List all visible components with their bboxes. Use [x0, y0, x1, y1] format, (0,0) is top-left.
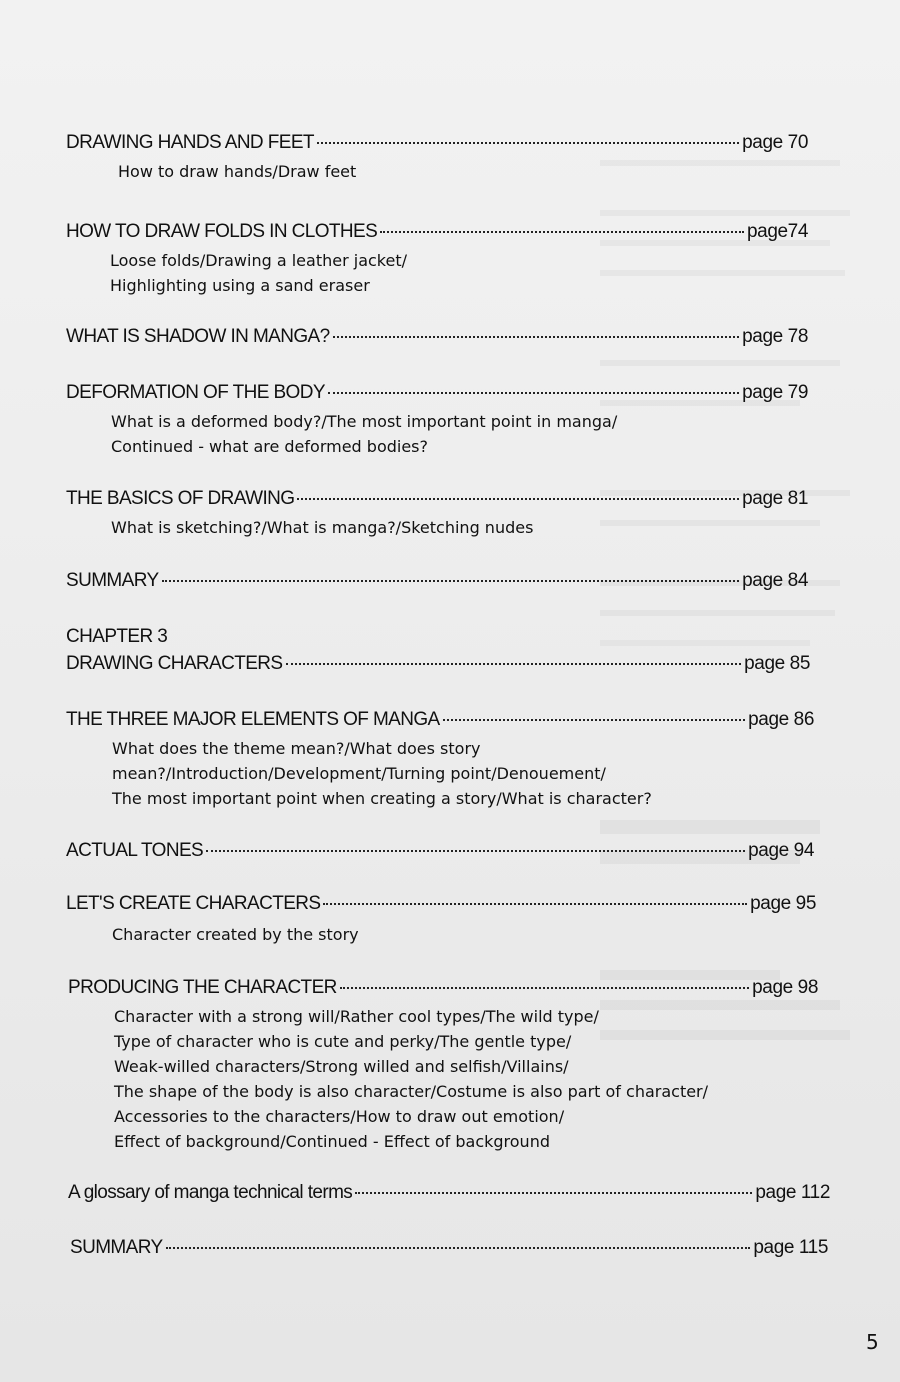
subtopic-line: Effect of background/Continued - Effect of background	[114, 1132, 550, 1151]
entry-page: page 112	[755, 1182, 830, 1203]
entry-subtopics	[112, 736, 652, 811]
entry-title: PRODUCING THE CHARACTER	[68, 977, 337, 998]
dot-leader	[286, 663, 742, 665]
dot-leader	[162, 580, 740, 582]
subtopic-line: How to draw hands/Draw feet	[118, 162, 357, 181]
subtopic-line: Character created by the story	[112, 925, 359, 944]
entry-subtopics	[111, 409, 617, 459]
subtopic-line: Accessories to the characters/How to draw out emotion/	[114, 1107, 565, 1126]
toc-entry[interactable]	[66, 653, 810, 675]
entry-page: page 98	[752, 977, 818, 998]
entry-page: page 85	[744, 653, 810, 674]
toc-entry[interactable]	[70, 1237, 828, 1259]
entry-subtopics	[118, 159, 356, 184]
dot-leader	[443, 719, 745, 721]
dot-leader	[317, 142, 739, 144]
chapter-heading: CHAPTER 3	[66, 626, 168, 647]
entry-page: page 84	[742, 570, 808, 591]
entry-title: A glossary of manga technical terms	[68, 1182, 353, 1203]
page-number: 5	[866, 1330, 879, 1354]
entry-subtopics	[110, 248, 407, 298]
entry-title: THE BASICS OF DRAWING	[66, 488, 295, 509]
entry-page: page 95	[750, 893, 816, 914]
entry-title: LET'S CREATE CHARACTERS	[66, 893, 321, 914]
entry-page: page74	[746, 221, 808, 242]
entry-page: page 81	[742, 488, 808, 509]
entry-page: page 86	[748, 709, 814, 730]
entry-title: HOW TO DRAW FOLDS IN CLOTHES	[66, 221, 378, 242]
subtopic-line: What is sketching?/What is manga?/Sketching nudes	[111, 518, 534, 537]
entry-subtopics	[112, 922, 359, 947]
entry-title: SUMMARY	[70, 1237, 163, 1258]
dot-leader	[323, 903, 747, 905]
dot-leader	[355, 1192, 752, 1194]
toc-entry[interactable]	[66, 221, 808, 243]
toc-entry[interactable]	[66, 709, 814, 731]
entry-page: page 115	[753, 1237, 828, 1258]
subtopic-line: Type of character who is cute and perky/The gentle type/	[114, 1032, 572, 1051]
subtopic-line: Loose folds/Drawing a leather jacket/	[110, 251, 407, 270]
toc-entry[interactable]	[66, 570, 808, 592]
entry-page: page 78	[742, 326, 808, 347]
subtopic-line: The shape of the body is also character/Costume is also part of character/	[114, 1082, 709, 1101]
dot-leader	[333, 336, 740, 338]
toc-entry[interactable]	[68, 1182, 830, 1204]
entry-title: ACTUAL TONES	[66, 840, 204, 861]
toc-entry[interactable]	[66, 382, 808, 404]
entry-subtopics	[111, 515, 533, 540]
subtopic-line: Character with a strong will/Rather cool types/The wild type/	[114, 1007, 599, 1026]
subtopic-line: What is a deformed body?/The most important point in manga/	[111, 412, 618, 431]
toc-entry[interactable]	[66, 326, 808, 348]
subtopic-line: Highlighting using a sand eraser	[110, 276, 370, 295]
entry-title: DRAWING CHARACTERS	[66, 653, 283, 674]
entry-title: WHAT IS SHADOW IN MANGA?	[66, 326, 330, 347]
entry-page: page 79	[742, 382, 808, 403]
toc-entry[interactable]	[66, 488, 808, 510]
dot-leader	[206, 850, 745, 852]
subtopic-line: Continued - what are deformed bodies?	[111, 437, 429, 456]
toc-entry[interactable]	[66, 840, 814, 862]
dot-leader	[380, 231, 744, 233]
subtopic-line: The most important point when creating a story/What is character?	[112, 789, 652, 808]
toc-entry[interactable]	[66, 132, 808, 154]
entry-title: SUMMARY	[66, 570, 159, 591]
entry-page: page 70	[742, 132, 808, 153]
entry-title: DRAWING HANDS AND FEET	[66, 132, 314, 153]
entry-title: THE THREE MAJOR ELEMENTS OF MANGA	[66, 709, 440, 730]
entry-title: DEFORMATION OF THE BODY	[66, 382, 325, 403]
dot-leader	[328, 392, 739, 394]
toc-entry[interactable]	[66, 893, 816, 915]
subtopic-line: Weak-willed characters/Strong willed and selfish/Villains/	[114, 1057, 569, 1076]
toc-entry[interactable]	[68, 977, 818, 999]
subtopic-line: What does the theme mean?/What does story	[112, 739, 481, 758]
subtopic-line: mean?/Introduction/Development/Turning point/Denouement/	[112, 764, 606, 783]
dot-leader	[297, 498, 739, 500]
entry-page: page 94	[748, 840, 814, 861]
entry-subtopics	[114, 1004, 708, 1154]
dot-leader	[166, 1247, 751, 1249]
dot-leader	[340, 987, 749, 989]
